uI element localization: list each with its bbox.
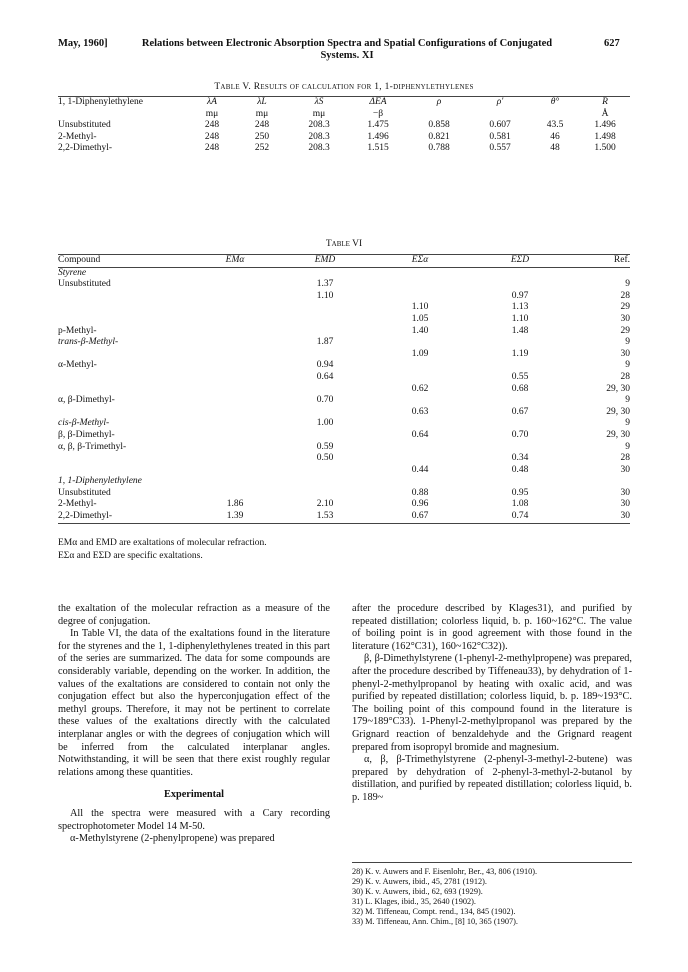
- table-6-cell: [280, 349, 370, 361]
- table-6-header-cell: EMD: [280, 255, 370, 268]
- table-6-row: [58, 465, 630, 477]
- table-6-cell: [190, 395, 280, 407]
- table-5-unit-cell: −β: [372, 108, 384, 119]
- table-6-header-cell: Compound: [58, 255, 190, 268]
- table-6-cell: 0.96: [411, 499, 429, 510]
- table-6-body: [58, 267, 630, 523]
- header-date: May, 1960]: [58, 38, 108, 49]
- reference-item: 33) M. Tiffeneau, Ann. Chim., [8] 10, 365 (1907).: [352, 917, 519, 927]
- table-5-cell: 1.475: [367, 120, 389, 131]
- table-6-cell: [190, 418, 280, 430]
- table-6-cell: 0.67: [370, 511, 470, 523]
- table-6-cell: Unsubstituted: [58, 487, 111, 498]
- table-5-unit-cell: mμ: [205, 108, 219, 119]
- table-6-cell: 0.94: [316, 360, 334, 371]
- table-6-cell: [280, 314, 370, 326]
- table-6-row: [58, 395, 630, 407]
- table-6-cell: trans-β-Methyl-: [58, 337, 119, 348]
- table-6-cell: 1.86: [226, 499, 244, 510]
- table-6-cell: 29, 30: [606, 429, 630, 440]
- body-paragraph: β, β-Dimethylstyrene (1-phenyl-2-methylpropene) was prepared, after the procedure described by Tiffeneau33), by dehydration of 1-phenyl-2-methylpropanol by heating with oxalic acid, and was purified by repeated distillation; colorless liquid, b. p. 189~193°C. The boiling point of this compound found in the literature is 179~189°C33). 1-Phenyl-2-methylpropanol was prepared by the Grignard reaction of benzaldehyde and the Grignard reagent prepared from isopropyl bromide and magnesium.: [352, 653, 632, 753]
- table-5-cell: 248: [254, 120, 270, 131]
- table-6-cell: [370, 453, 470, 465]
- table-6-cell: [280, 488, 370, 500]
- table-5-header-cell: λS: [290, 97, 348, 109]
- table-6-cell: p-Methyl-: [58, 325, 97, 336]
- body-paragraph: In Table VI, the data of the exaltations found in the literature for the styrenes and the 1, 1-diphenylethylenes treated in this part of the series are summarized. The data for some compounds are considerably variable, depending on the worker. In addition, the values of the exaltations are considered to contain not only the conjugation effect but also the hyperconjugation effect of the methyl groups. Therefore, it may not be pertinent to correlate these values of the exaltations directly with the calculated interplanar angles or with the degrees of conjugation which will be inferred from the calculated interplanar angles. Notwithstanding, it will be seen that there exist roughly regular relations among these quantities.: [58, 628, 330, 778]
- table-6-cell: α, β, β-Trimethyl-: [58, 441, 127, 452]
- table-5-header-cell: θ°: [530, 97, 580, 109]
- table-6-row: [58, 267, 630, 279]
- table-5-header-cell: 1, 1-Diphenylethylene: [58, 97, 190, 109]
- references: [352, 862, 632, 928]
- table-6-row: [58, 372, 630, 384]
- table-6-row: [58, 407, 630, 419]
- table-6-cell: [190, 465, 280, 477]
- table-6-cell: 28: [620, 453, 630, 464]
- table-6-cell: [190, 360, 280, 372]
- table-6-cell: [58, 349, 190, 361]
- table-6-note: EΣα and EΣD are specific exaltations.: [58, 551, 203, 561]
- table-6-cell: [470, 279, 570, 291]
- table-6-cell: α-Methyl-: [58, 360, 97, 371]
- table-5-unit-cell: Å: [601, 108, 609, 119]
- body-paragraph: All the spectra were measured with a Cary recording spectrophotometer Model 14 M-50.: [58, 807, 330, 832]
- table-6-cell: 28: [620, 371, 630, 382]
- table-6-cell: 1.10: [316, 290, 334, 301]
- table-6-cell: [370, 476, 470, 488]
- table-6-cell: 9: [625, 418, 630, 429]
- table-6-cell: 0.55: [511, 371, 529, 382]
- table-5-cell: 208.3: [308, 143, 330, 154]
- table-6-cell: 30: [620, 313, 630, 324]
- table-6-cell: [190, 267, 280, 279]
- table-5-cell: 1.496: [594, 120, 616, 131]
- table-6-cell: 0.95: [511, 487, 529, 498]
- table-6-cell: 0.50: [316, 453, 334, 464]
- table-5-cell: 2,2-Dimethyl-: [58, 143, 113, 154]
- table-6-cell: [570, 476, 630, 488]
- table-6-row: [58, 384, 630, 396]
- reference-item: 31) L. Klages, ibid., 35, 2640 (1902).: [352, 897, 476, 907]
- table-5-cell: 1.496: [367, 131, 389, 142]
- table-5-cell: 0.858: [428, 120, 450, 131]
- body-paragraph: α, β, β-Trimethylstyrene (2-phenyl-3-methyl-2-butene) was prepared by dehydration of 2-phenyl-3-methyl-2-butanol by distillation, and purified by repeated distillation; colorless liquid, b. p. 189~: [352, 754, 632, 803]
- table-6-cell: 1.05: [411, 313, 429, 324]
- table-6-cell: 2.10: [316, 499, 334, 510]
- table-6-row: [58, 349, 630, 361]
- table-6-cell: [190, 314, 280, 326]
- table-5-cell: 2-Methyl-: [58, 131, 97, 142]
- table-6-header-row: [58, 255, 630, 268]
- table-6-cell: [58, 372, 190, 384]
- table-6-cell: [470, 337, 570, 349]
- table-6-cell: 1.00: [316, 418, 334, 429]
- table-6-cell: [470, 442, 570, 454]
- table-6-cell: [190, 326, 280, 338]
- table-5-unit-cell: [530, 109, 580, 121]
- table-6-cell: 1.08: [511, 499, 529, 510]
- table-6-row: [58, 291, 630, 303]
- table-5-cell: 0.557: [489, 143, 511, 154]
- table-6-cell: 0.97: [511, 290, 529, 301]
- table-6-cell: 9: [625, 360, 630, 371]
- table-6-cell: 0.70: [316, 395, 334, 406]
- table-6-cell: 0.44: [411, 464, 429, 475]
- table-5-cell: 1.500: [594, 143, 616, 154]
- table-5-cell: 0.821: [428, 131, 450, 142]
- table-6-cell: 29: [620, 302, 630, 313]
- table-6-cell: 1, 1-Diphenylethylene: [58, 476, 142, 487]
- table-6-cell: 0.70: [511, 429, 529, 440]
- table-6-cell: 1.40: [411, 325, 429, 336]
- header-title: Relations between Electronic Absorption Spectra and Spatial Configurations of Conjugated Systems. XI: [141, 38, 553, 61]
- table-6-cell: 0.67: [511, 406, 529, 417]
- table-6-header-cell: EMα: [190, 255, 280, 268]
- table-6-cell: 0.62: [411, 383, 429, 394]
- table-5-unit-cell: mμ: [312, 108, 326, 119]
- table-6-row: [58, 442, 630, 454]
- table-6-cell: [190, 407, 280, 419]
- table-6-cell: [470, 267, 570, 279]
- table-6-cell: 30: [620, 499, 630, 510]
- table-6-cell: 1.87: [316, 337, 334, 348]
- table-6-cell: 0.34: [511, 453, 529, 464]
- table-6-cell: 1.39: [190, 511, 280, 523]
- body-paragraph: α-Methylstyrene (2-phenylpropene) was prepared: [70, 833, 275, 845]
- table-6-cell: α, β-Dimethyl-: [58, 395, 115, 406]
- table-6-row: [58, 488, 630, 500]
- reference-item: 32) M. Tiffeneau, Compt. rend., 134, 845 (1902).: [352, 907, 516, 917]
- table-5: [58, 96, 630, 155]
- table-6-cell: 1.13: [511, 302, 529, 313]
- table-6-cell: [370, 395, 470, 407]
- table-6-cell: cis-β-Methyl-: [58, 418, 110, 429]
- table-6-cell: 0.64: [411, 429, 429, 440]
- table-5-cell: 48: [550, 143, 560, 154]
- table-6-row: [58, 337, 630, 349]
- table-6-caption: Table VI: [325, 239, 363, 249]
- table-5-cell: 208.3: [308, 131, 330, 142]
- table-5-row: [58, 143, 630, 155]
- table-6-cell: 30: [620, 464, 630, 475]
- table-6-row: [58, 476, 630, 488]
- table-6-cell: [58, 465, 190, 477]
- body-paragraph: after the procedure described by Klages31), and purified by repeated distillation; colorless liquid, b. p. 160~162°C. The value of boiling point is in good agreement with those found in the literature (162°C31), 160~162°C32)).: [352, 603, 632, 652]
- table-5-caption: Table V. Results of calculation for 1, 1-diphenylethylenes: [214, 82, 474, 92]
- table-6: [58, 254, 630, 524]
- table-6-cell: [470, 418, 570, 430]
- table-6-cell: [58, 407, 190, 419]
- table-6-row: [58, 499, 630, 511]
- table-5-header-cell: ρ: [408, 97, 470, 109]
- reference-item: 29) K. v. Auwers, ibid., 45, 2781 (1912).: [352, 877, 487, 887]
- table-6-cell: [190, 453, 280, 465]
- right-column: [352, 603, 632, 805]
- table-6-cell: [190, 337, 280, 349]
- table-6-cell: [190, 442, 280, 454]
- table-6-cell: 1.10: [511, 313, 529, 324]
- table-5-header-cell: ρ': [470, 97, 530, 109]
- table-6-row: [58, 326, 630, 338]
- table-6-cell: [58, 453, 190, 465]
- table-6-cell: [190, 476, 280, 488]
- table-6-row: [58, 314, 630, 326]
- table-5-body: [58, 120, 630, 155]
- table-5-unit-cell: [58, 109, 190, 121]
- table-6-row: [58, 418, 630, 430]
- table-6-cell: 2,2-Dimethyl-: [58, 511, 190, 523]
- table-5-cell: 0.581: [489, 131, 511, 142]
- left-column: [58, 603, 330, 846]
- table-5-units-row: [58, 109, 630, 121]
- table-6-header-cell: Ref.: [570, 255, 630, 268]
- table-6-cell: 0.68: [511, 383, 529, 394]
- table-5-header-cell: R: [580, 97, 630, 109]
- table-5-cell: Unsubstituted: [58, 120, 111, 131]
- table-6-cell: [470, 476, 570, 488]
- table-6-row: [58, 511, 630, 523]
- table-6-cell: 9: [625, 279, 630, 290]
- table-5-cell: 248: [204, 120, 220, 131]
- table-6-row: [58, 360, 630, 372]
- table-6-cell: [190, 349, 280, 361]
- table-6-cell: [470, 395, 570, 407]
- table-6-cell: 0.64: [316, 371, 334, 382]
- table-6-cell: [280, 465, 370, 477]
- table-6-cell: 0.63: [411, 406, 429, 417]
- table-6-cell: [370, 267, 470, 279]
- table-5-row: [58, 132, 630, 144]
- table-5-cell: 250: [254, 131, 270, 142]
- table-5-cell: 208.3: [308, 120, 330, 131]
- table-6-cell: 0.48: [511, 464, 529, 475]
- table-5-cell: 0.788: [428, 143, 450, 154]
- table-6-cell: [370, 279, 470, 291]
- table-6-cell: 29, 30: [606, 383, 630, 394]
- table-6-cell: [280, 326, 370, 338]
- table-5-header-row: [58, 97, 630, 109]
- table-5-cell: 1.498: [594, 131, 616, 142]
- table-6-row: [58, 302, 630, 314]
- table-6-row: [58, 453, 630, 465]
- table-6-cell: [280, 430, 370, 442]
- table-6-cell: β, β-Dimethyl-: [58, 429, 115, 440]
- table-5-cell: 0.607: [489, 120, 511, 131]
- reference-item: 30) K. v. Auwers, ibid., 62, 693 (1929).: [352, 887, 483, 897]
- table-5-unit-cell: [470, 109, 530, 121]
- table-6-cell: 1.48: [511, 325, 529, 336]
- table-6-cell: 1.10: [411, 302, 429, 313]
- table-6-cell: [190, 430, 280, 442]
- table-6-cell: [370, 337, 470, 349]
- table-6-cell: [370, 360, 470, 372]
- table-6-row: [58, 279, 630, 291]
- table-6-cell: 30: [620, 487, 630, 498]
- table-6-cell: [280, 407, 370, 419]
- table-6-cell: [570, 267, 630, 279]
- table-6-cell: [58, 314, 190, 326]
- table-5-cell: 252: [254, 143, 270, 154]
- table-6-cell: 9: [625, 395, 630, 406]
- table-6-cell: [370, 291, 470, 303]
- table-6-cell: 9: [625, 441, 630, 452]
- table-6-row: [58, 430, 630, 442]
- body-paragraph: the exaltation of the molecular refraction as a measure of the degree of conjugation.: [58, 603, 330, 627]
- table-5-header-cell: λA: [190, 97, 234, 109]
- table-6-cell: [280, 476, 370, 488]
- experimental-heading: Experimental: [163, 789, 225, 801]
- table-5-row: [58, 120, 630, 132]
- table-6-cell: [280, 302, 370, 314]
- table-6-cell: [370, 418, 470, 430]
- table-6-cell: 1.19: [511, 348, 529, 359]
- table-6-cell: 0.59: [316, 441, 334, 452]
- table-6-cell: 30: [620, 348, 630, 359]
- table-6-cell: 0.88: [411, 487, 429, 498]
- table-6-cell: [280, 384, 370, 396]
- table-6-cell: 29: [620, 325, 630, 336]
- table-6-cell: 2-Methyl-: [58, 499, 97, 510]
- table-6-cell: 28: [620, 290, 630, 301]
- table-6-header-cell: EΣα: [370, 255, 470, 268]
- table-6-cell: [190, 302, 280, 314]
- table-6-cell: 1.09: [411, 348, 429, 359]
- table-6-cell: [190, 488, 280, 500]
- table-6-cell: [190, 384, 280, 396]
- table-5-cell: 46: [550, 131, 560, 142]
- table-6-cell: [470, 360, 570, 372]
- table-5-cell: 1.515: [367, 143, 389, 154]
- table-6-cell: [370, 372, 470, 384]
- table-6-cell: Styrene: [58, 267, 87, 278]
- table-6-cell: [190, 291, 280, 303]
- table-6-cell: 29, 30: [606, 406, 630, 417]
- table-6-cell: [58, 384, 190, 396]
- table-6-cell: 30: [570, 511, 630, 523]
- table-6-cell: [280, 267, 370, 279]
- reference-item: 28) K. v. Auwers and F. Eisenlohr, Ber., 43, 806 (1910).: [352, 867, 538, 876]
- table-6-cell: 1.37: [316, 279, 334, 290]
- table-6-header-cell: EΣD: [470, 255, 570, 268]
- table-6-cell: [58, 291, 190, 303]
- table-5-cell: 248: [204, 131, 220, 142]
- table-5-unit-cell: [408, 109, 470, 121]
- table-5-header-cell: λL: [234, 97, 290, 109]
- table-6-cell: [190, 279, 280, 291]
- header-page-number: 627: [604, 38, 620, 49]
- table-6-cell: [58, 302, 190, 314]
- table-6-cell: [370, 442, 470, 454]
- table-6-note: EMα and EMD are exaltations of molecular refraction.: [58, 538, 267, 548]
- table-6-cell: Unsubstituted: [58, 279, 111, 290]
- table-6-cell: 9: [625, 337, 630, 348]
- table-5-header-cell: ΔEA: [348, 97, 408, 109]
- table-5-cell: 43.5: [546, 120, 564, 131]
- table-6-cell: 1.53: [280, 511, 370, 523]
- table-5-cell: 248: [204, 143, 220, 154]
- table-6-cell: 0.74: [470, 511, 570, 523]
- table-6-cell: [190, 372, 280, 384]
- table-5-unit-cell: mμ: [255, 108, 269, 119]
